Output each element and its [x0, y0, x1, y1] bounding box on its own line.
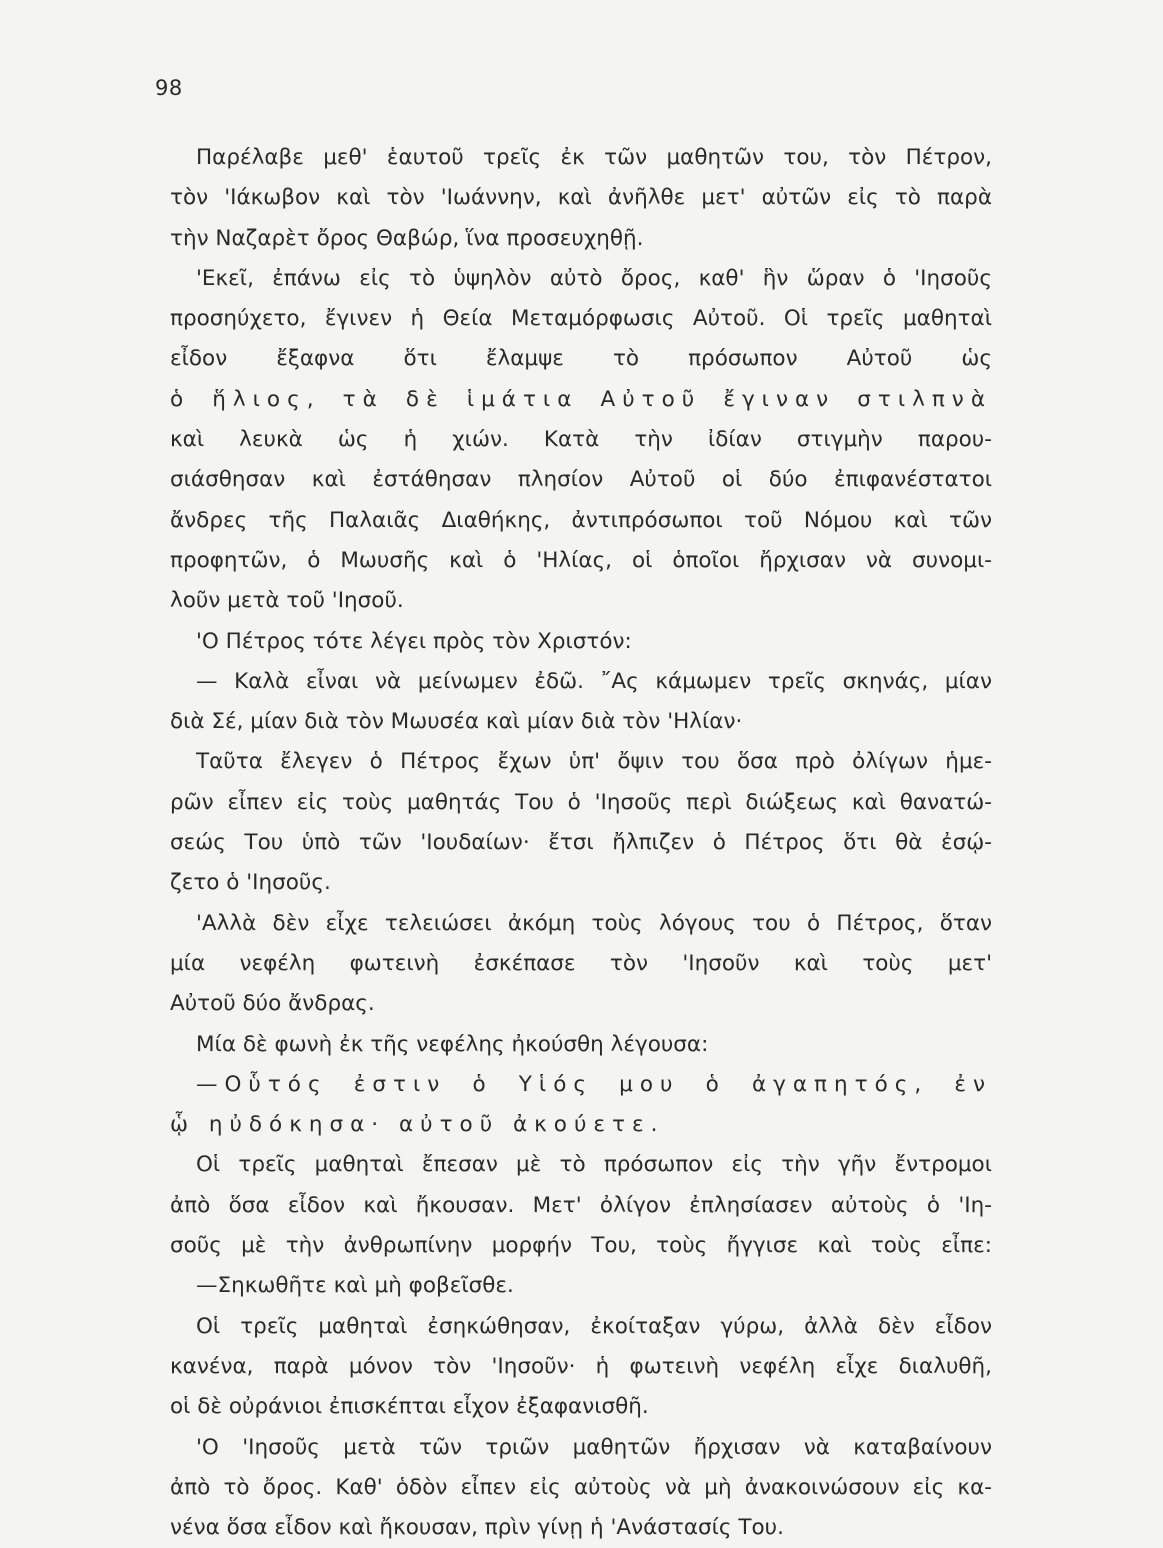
text-line: καὶ λευκὰ ὡς ἡ χιών. Κατὰ τὴν ἰδίαν στιγμὴν παρου- — [170, 427, 992, 453]
text-line: διὰ Σέ, μίαν διὰ τὸν Μωυσέα καὶ μίαν διὰ τὸν 'Ηλίαν· — [170, 709, 743, 735]
text-line: ἄνδρες τῆς Παλαιᾶς Διαθήκης, ἀντιπρόσωποι τοῦ Νόμου καὶ τῶν — [170, 507, 992, 533]
text-line: τὸν 'Ιάκωβον καὶ τὸν 'Ιωάννην, καὶ ἀνῆλθε μετ' αὐτῶν εἰς τὸ παρὰ — [170, 185, 992, 211]
text-line: ἀπὸ ὅσα εἶδον καὶ ἤκουσαν. Μετ' ὀλίγον ἐπλησίασεν αὐτοὺς ὁ 'Ιη- — [170, 1192, 992, 1218]
text-line: προφητῶν, ὁ Μωυσῆς καὶ ὁ 'Ηλίας, οἱ ὁποῖοι ἤρχισαν νὰ συνομι- — [170, 547, 992, 573]
text-line: Παρέλαβε μεθ' ἑαυτοῦ τρεῖς ἐκ τῶν μαθητῶν του, τὸν Πέτρον, — [196, 145, 992, 170]
text-line: —Σηκωθῆτε καὶ μὴ φοβεῖσθε. — [196, 1273, 514, 1299]
text-line: σεώς Του ὑπὸ τῶν 'Ιουδαίων· ἔτσι ἤλπιζεν ὁ Πέτρος ὅτι θὰ ἐσῴ- — [170, 830, 992, 856]
text-line: Ταῦτα ἔλεγεν ὁ Πέτρος ἔχων ὑπ' ὄψιν του ὅσα πρὸ ὀλίγων ἡμε- — [196, 749, 992, 775]
text-line: προσηύχετο, ἔγινεν ἡ Θεία Μεταμόρφωσις Αὐτοῦ. Οἱ τρεῖς μαθηταὶ — [170, 306, 992, 332]
text-line: ρῶν εἶπεν εἰς τοὺς μαθητάς Του ὁ 'Ιησοῦς περὶ διώξεως καὶ θανατώ- — [170, 789, 992, 815]
page-number: 98 — [155, 76, 183, 100]
text-line: εἶδον ἔξαφνα ὅτι ἔλαμψε τὸ πρόσωπον Αὐτοῦ ὡς — [170, 346, 992, 372]
text-line: τὴν Ναζαρὲτ ὄρος Θαβώρ, ἵνα προσευχηθῇ. — [170, 225, 644, 251]
text-line: 'Αλλὰ δὲν εἶχε τελειώσει ἀκόμη τοὺς λόγους του ὁ Πέτρος, ὅταν — [196, 910, 992, 936]
page-text — [170, 138, 992, 1548]
text-line: — Καλὰ εἶναι νὰ μείνωμεν ἐδῶ. ῎Ας κάμωμεν τρεῖς σκηνάς, μίαν — [196, 668, 992, 694]
text-line: σοῦς μὲ τὴν ἀνθρωπίνην μορφήν Του, τοὺς ἤγγισε καὶ τοὺς εἶπε: — [170, 1233, 992, 1259]
text-line: Αὐτοῦ δύο ἄνδρας. — [170, 991, 375, 1017]
text-line: ᾧ ηὐδόκησα· αὐτοῦ ἀκούετε. — [170, 1112, 665, 1138]
text-line: ὁ ἥλιος, τὰ δὲ ἱμάτια Αὐτοῦ ἔγιναν στιλπνὰ — [170, 386, 992, 412]
text-line: ἀπὸ τὸ ὄρος. Καθ' ὁδὸν εἶπεν εἰς αὐτοὺς νὰ μὴ ἀνακοινώσουν εἰς κα- — [170, 1474, 992, 1500]
text-line: 'Ο Πέτρος τότε λέγει πρὸς τὸν Χριστόν: — [196, 628, 632, 654]
text-line: μία νεφέλη φωτεινὴ ἐσκέπασε τὸν 'Ιησοῦν καὶ τοὺς μετ' — [170, 950, 992, 976]
text-line: Οἱ τρεῖς μαθηταὶ ἔπεσαν μὲ τὸ πρόσωπον εἰς τὴν γῆν ἔντρομοι — [196, 1152, 992, 1178]
text-line: 'Ο 'Ιησοῦς μετὰ τῶν τριῶν μαθητῶν ἤρχισαν νὰ καταβαίνουν — [196, 1434, 992, 1460]
text-line: κανένα, παρὰ μόνον τὸν 'Ιησοῦν· ἡ φωτεινὴ νεφέλη εἶχε διαλυθῆ, — [170, 1353, 992, 1379]
text-line: οἱ δὲ οὐράνιοι ἐπισκέπται εἶχον ἐξαφανισθῆ. — [170, 1394, 649, 1420]
text-line: Μία δὲ φωνὴ ἐκ τῆς νεφέλης ἠκούσθη λέγουσα: — [196, 1031, 709, 1057]
text-line: σιάσθησαν καὶ ἐστάθησαν πλησίον Αὐτοῦ οἱ δύο ἐπιφανέστατοι — [170, 467, 992, 493]
text-line: 'Εκεῖ, ἐπάνω εἰς τὸ ὑψηλὸν αὐτὸ ὄρος, καθ' ἣν ὥραν ὁ 'Ιησοῦς — [196, 265, 992, 291]
text-line: ζετο ὁ 'Ιησοῦς. — [170, 870, 331, 896]
text-line: Οἱ τρεῖς μαθηταὶ ἐσηκώθησαν, ἐκοίταξαν γύρω, ἀλλὰ δὲν εἶδον — [196, 1313, 992, 1339]
text-line: λοῦν μετὰ τοῦ 'Ιησοῦ. — [170, 588, 404, 614]
text-line: —Οὗτός ἐστιν ὁ Υἱός μου ὁ ἀγαπητός, ἐν — [196, 1071, 992, 1097]
text-line: νένα ὅσα εἶδον καὶ ἤκουσαν, πρὶν γίνῃ ἡ 'Ανάστασίς Του. — [170, 1515, 784, 1541]
